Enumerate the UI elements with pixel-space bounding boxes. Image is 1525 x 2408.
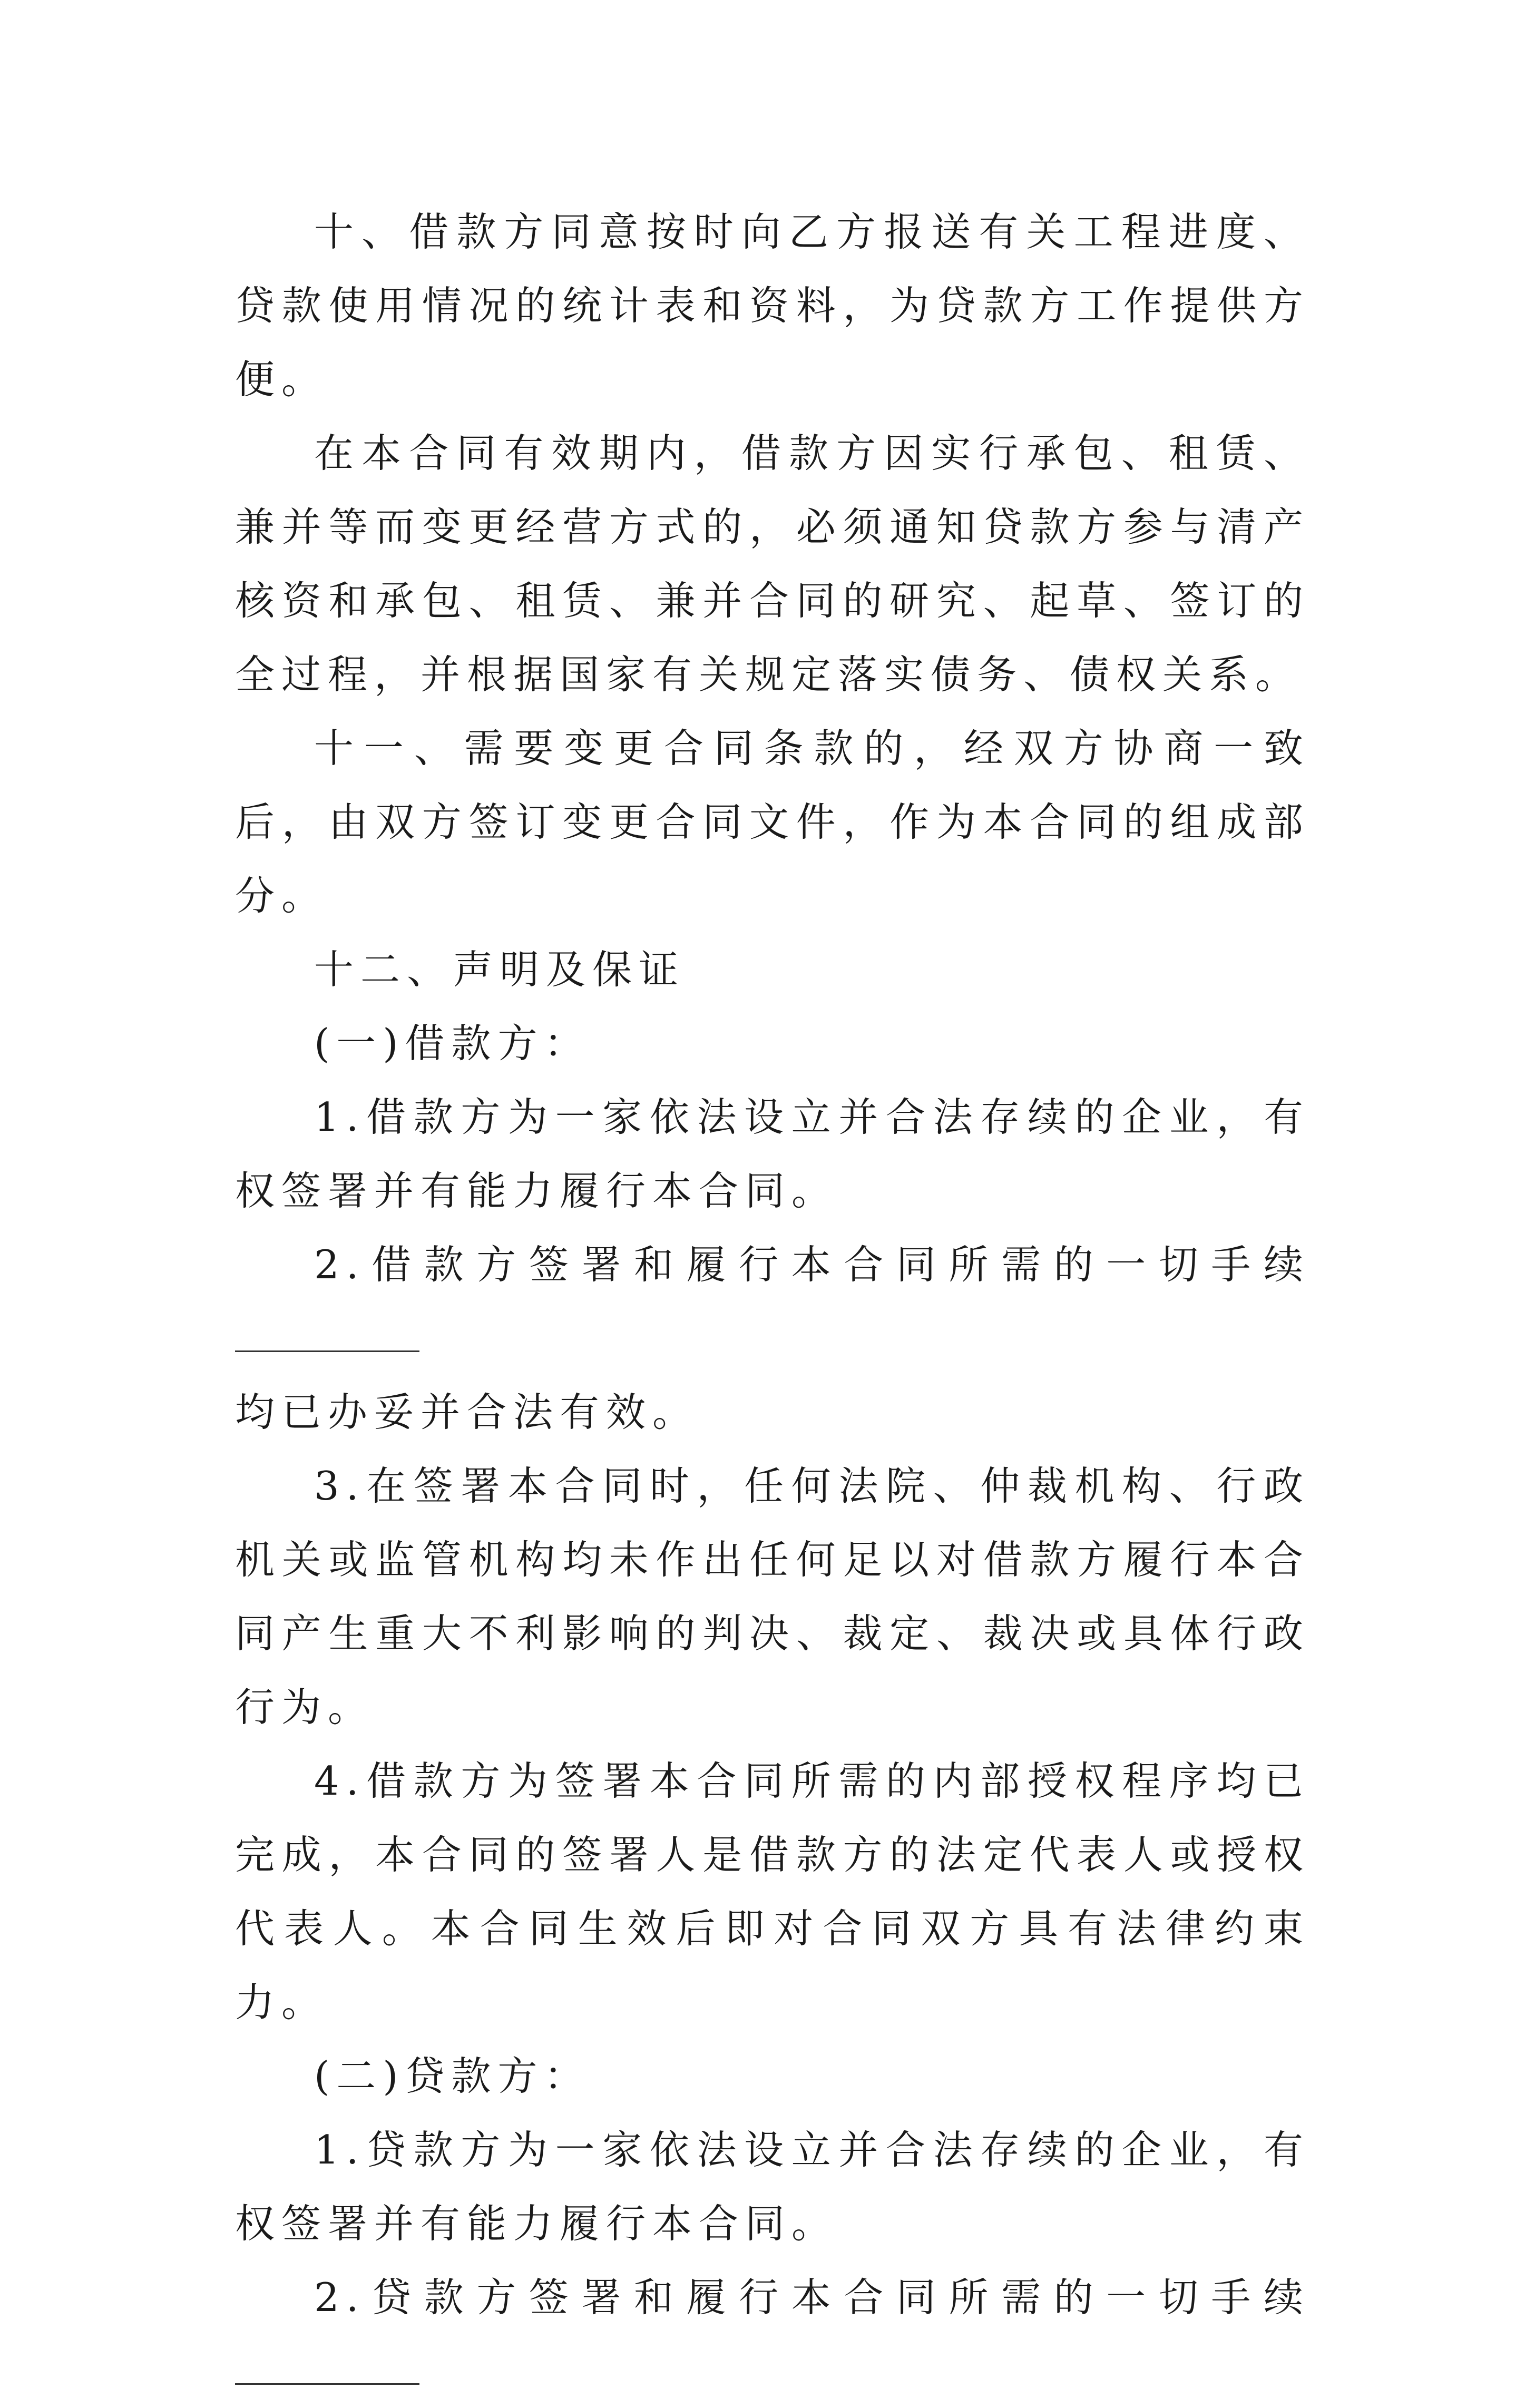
borrower-item-2 bbox=[235, 1228, 1310, 1375]
borrower-item-1: 1.借款方为一家依法设立并合法存续的企业，有权签署并有能力履行本合同。 bbox=[235, 1094, 1310, 1214]
lender-item-2 bbox=[235, 2260, 1310, 2408]
clause-12-heading: 十二、声明及保证 bbox=[314, 946, 686, 993]
borrower-item-2-text: 2.借款方签署和履行本合同所需的一切手续 bbox=[314, 1241, 1310, 1288]
clause-10-continuation: 在本合同有效期内，借款方因实行承包、租赁、兼并等而变更经营方式的，必须通知贷款方参与清产核资和承包、租赁、兼并合同的研究、起草、签订的全过程，并根据国家有关规定落实债务、债权关系。 bbox=[235, 430, 1310, 698]
borrower-item-2-continuation: 均已办妥并合法有效。 bbox=[235, 1389, 699, 1435]
clause-11: 十一、需要变更合同条款的，经双方协商一致后，由双方签订变更合同文件，作为本合同的组成部分。 bbox=[235, 725, 1310, 919]
fill-in-blank[interactable] bbox=[235, 2346, 419, 2385]
fill-in-blank[interactable] bbox=[235, 1314, 419, 1352]
borrower-heading: (一)借款方： bbox=[314, 1020, 591, 1066]
borrower-item-4: 4.借款方为签署本合同所需的内部授权程序均已完成，本合同的签署人是借款方的法定代表人或授权代表人。本合同生效后即对合同双方具有法律约束力。 bbox=[235, 1758, 1310, 2025]
clause-10: 十、借款方同意按时向乙方报送有关工程进度、贷款使用情况的统计表和资料，为贷款方工作提供方便。 bbox=[235, 209, 1310, 403]
lender-item-1: 1.贷款方为一家依法设立并合法存续的企业，有权签署并有能力履行本合同。 bbox=[235, 2127, 1310, 2247]
lender-item-2-text: 2.贷款方签署和履行本合同所需的一切手续 bbox=[314, 2274, 1310, 2321]
document-page bbox=[235, 195, 1310, 2408]
lender-heading: (二)贷款方： bbox=[314, 2053, 591, 2099]
borrower-item-3: 3.在签署本合同时，任何法院、仲裁机构、行政机关或监管机构均未作出任何足以对借款方履行本合同产生重大不利影响的判决、裁定、裁决或具体行政行为。 bbox=[235, 1463, 1310, 1730]
